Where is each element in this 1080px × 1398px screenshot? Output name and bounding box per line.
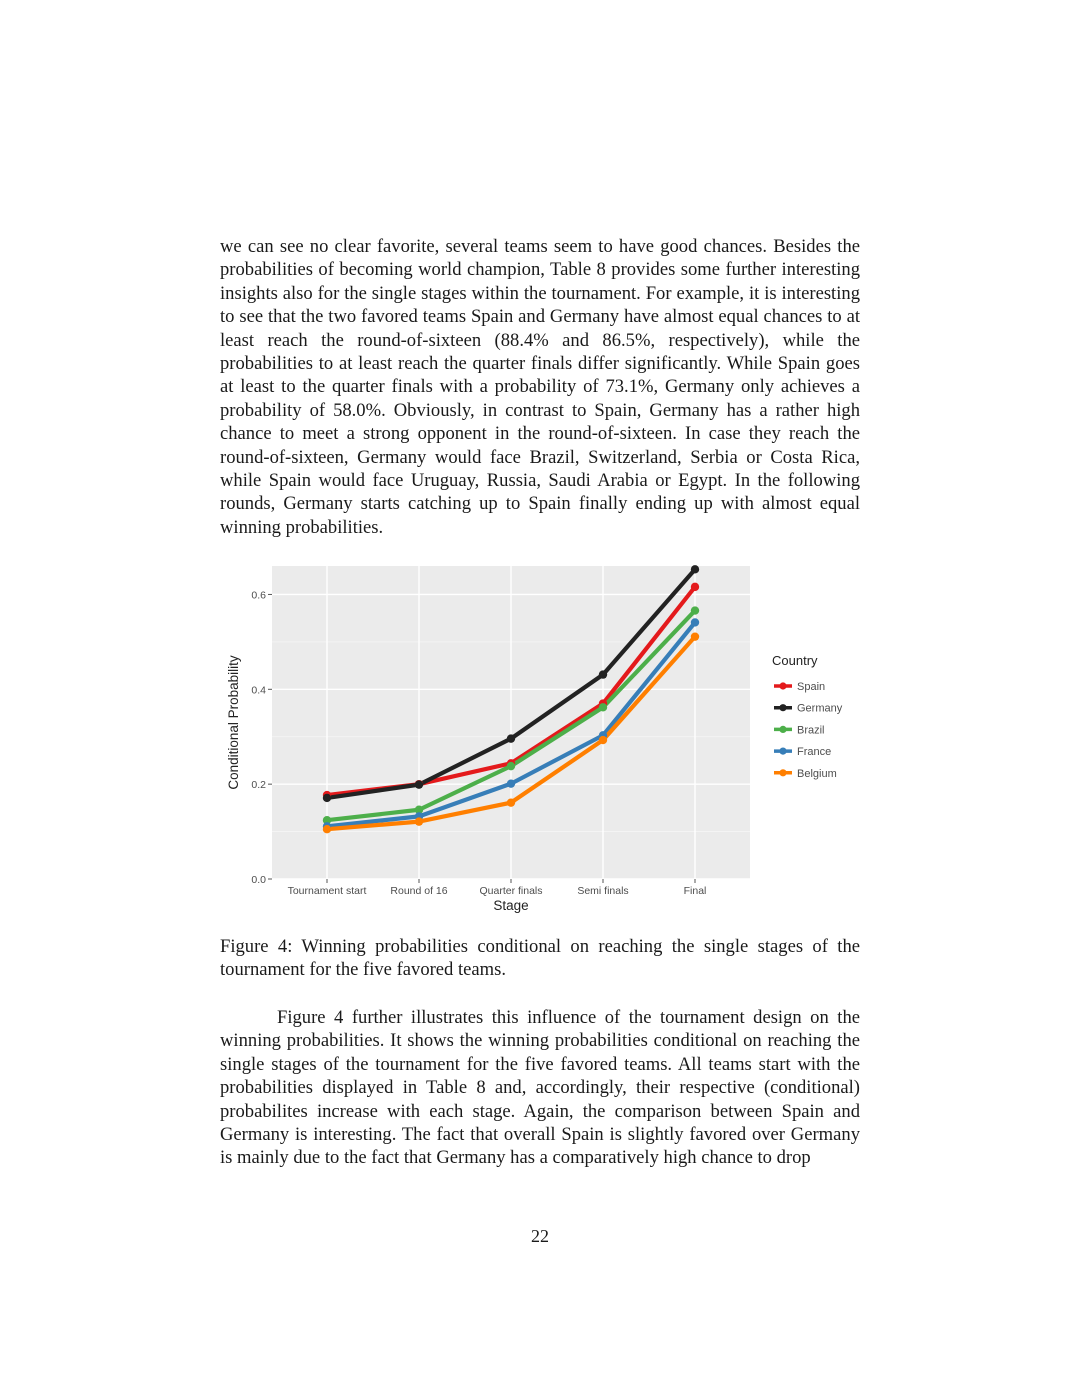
data-point-brazil (691, 606, 699, 614)
x-axis-title: Stage (493, 898, 529, 913)
data-point-germany (507, 734, 515, 742)
legend-label-france: France (797, 746, 832, 759)
x-tick-label: Semi finals (577, 885, 629, 897)
legend-title: Country (772, 653, 818, 668)
x-tick-label: Quarter finals (479, 885, 543, 897)
data-point-germany (691, 565, 699, 573)
y-tick-label: 0.2 (251, 779, 266, 792)
legend-label-belgium: Belgium (797, 767, 837, 780)
data-point-germany (323, 794, 331, 802)
y-axis-title: Conditional Probability (226, 655, 241, 790)
legend-key-point (779, 704, 786, 711)
data-point-france (691, 618, 699, 626)
data-point-france (507, 779, 515, 787)
y-tick-label: 0.0 (251, 874, 266, 886)
x-tick-label: Round of 16 (390, 885, 448, 897)
data-point-belgium (599, 736, 607, 744)
data-point-belgium (691, 632, 699, 640)
line-chart (220, 555, 860, 920)
data-point-germany (599, 670, 607, 678)
data-point-belgium (415, 817, 423, 825)
legend-label-brazil: Brazil (797, 724, 825, 737)
body-paragraph-1: we can see no clear favorite, several teams seem to have good chances. Besides the probabilities of becoming world champion, Table 8 provides some further interesting insights also for the single stages within the tournament. For example, it is interesting to see that the two favored teams Spain and Germany have almost equal chances to at least reach the round-of-sixteen (88.4% and 86.5%, respectively), while the probabilities to at least reach the quarter finals differ significantly. While Spain goes at least to the quarter finals with a probability of 73.1%, Germany only achieves a probability of 58.0%. Obviously, in contrast to Spain, Germany has a rather high chance to meet a strong opponent in the round-of-sixteen. In case they reach the round-of-sixteen, Germany would face Brazil, Switzerland, Serbia or Costa Rica, while Spain would face Uruguay, Russia, Saudi Arabia or Egypt. In the following rounds, Germany starts catching up to Spain finally ending up with almost equal winning probabilities. (220, 236, 860, 538)
legend-label-germany: Germany (797, 702, 843, 715)
figure-caption: Figure 4: Winning probabilities conditional on reaching the single stages of the tournament for the five favored teams. (220, 936, 860, 981)
y-tick-label: 0.6 (251, 589, 266, 602)
legend-key-point (779, 748, 786, 755)
data-point-brazil (599, 703, 607, 711)
x-tick-label: Final (683, 885, 707, 897)
legend-key-point (779, 769, 786, 776)
data-point-belgium (323, 825, 331, 833)
legend-key-point (779, 682, 786, 689)
body-paragraph-2: Figure 4 further illustrates this influence of the tournament design on the winning probabilities. It shows the winning probabilities conditional on reaching the single stages of the tournament for the five favored teams. All teams start with the probabilities displayed in Table 8 and, accordingly, their respective (conditional) probabilites increase with each stage. Again, the comparison between Spain and Germany is interesting. The fact that overall Spain is slightly favored over Germany is mainly due to the fact that Germany has a comparatively high chance to drop (220, 1007, 860, 1169)
data-point-spain (691, 583, 699, 591)
figure-4 (220, 555, 860, 920)
page-number: 22 (531, 1226, 549, 1246)
legend-label-spain: Spain (797, 681, 826, 693)
data-point-belgium (507, 798, 515, 806)
y-tick-label: 0.4 (251, 684, 266, 697)
data-point-germany (415, 780, 423, 788)
legend-key-point (779, 726, 786, 733)
data-point-brazil (507, 762, 515, 770)
x-tick-label: Tournament start (287, 885, 367, 897)
